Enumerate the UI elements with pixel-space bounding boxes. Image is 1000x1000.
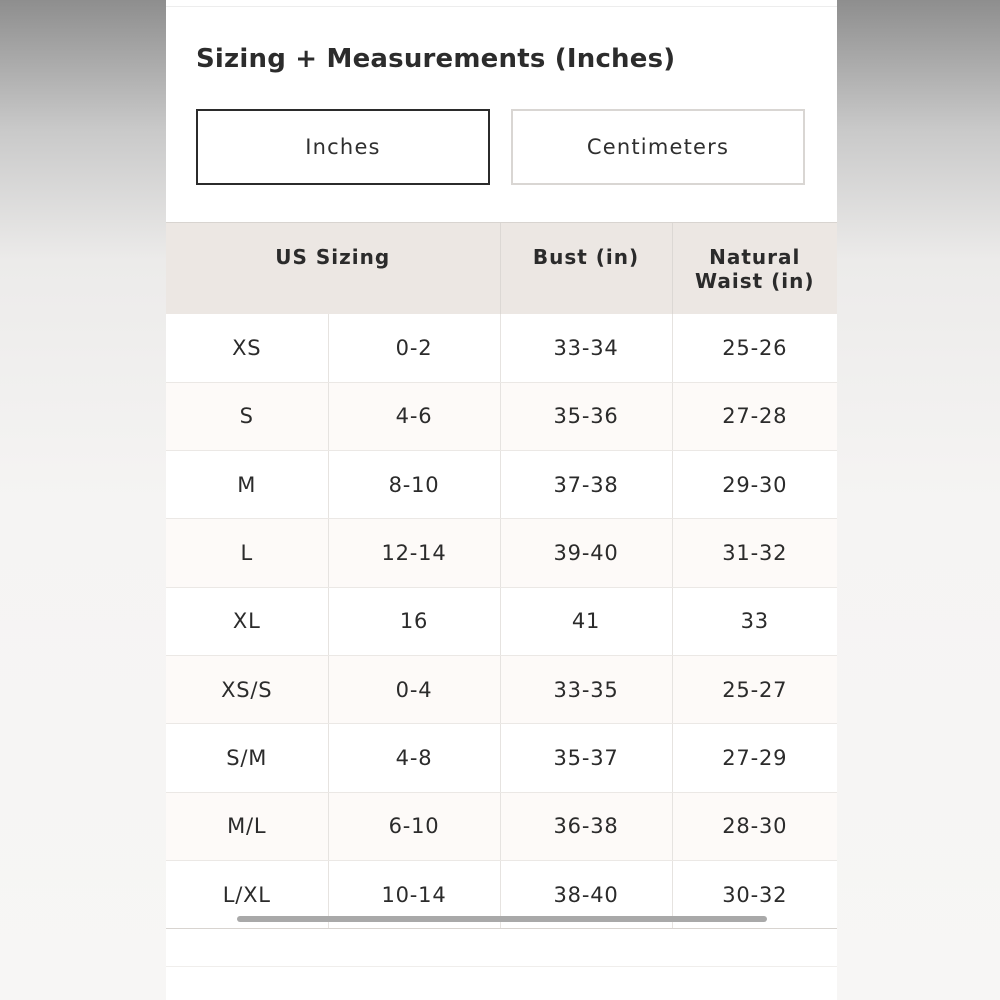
us-size-cell: 16 [328, 587, 500, 655]
bust-cell: 41 [500, 587, 672, 655]
centimeters-button[interactable]: Centimeters [511, 109, 805, 185]
size-cell: L [166, 519, 328, 587]
bottom-divider [166, 966, 837, 967]
table-row [166, 655, 837, 723]
size-cell: XL [166, 587, 328, 655]
table-row [166, 314, 837, 382]
header-bust [500, 223, 672, 314]
background-left [0, 0, 166, 1000]
size-cell: M [166, 451, 328, 519]
size-cell: S [166, 382, 328, 450]
header-natural-waist-line2: Waist (in) [695, 269, 815, 293]
waist-cell: 27-28 [672, 382, 837, 450]
us-size-cell: 0-2 [328, 314, 500, 382]
size-cell: M/L [166, 792, 328, 860]
size-cell: S/M [166, 724, 328, 792]
waist-cell: 27-29 [672, 724, 837, 792]
bust-cell: 38-40 [500, 860, 672, 928]
table-header-row [166, 223, 837, 314]
waist-cell: 25-27 [672, 655, 837, 723]
us-size-cell: 0-4 [328, 655, 500, 723]
waist-cell: 30-32 [722, 882, 788, 907]
bust-cell: 33-34 [500, 314, 672, 382]
size-table [166, 223, 837, 929]
size-cell: XS [166, 314, 328, 382]
table-row [166, 382, 837, 450]
bust-cell: 36-38 [500, 792, 672, 860]
waist-cell: 29-30 [672, 451, 837, 519]
bust-cell: 35-36 [500, 382, 672, 450]
background-right [837, 0, 1000, 1000]
table-row [166, 724, 837, 792]
horizontal-scrollbar[interactable] [237, 916, 767, 922]
waist-cell: 28-30 [672, 792, 837, 860]
waist-cell: 33 [672, 587, 837, 655]
table-body [166, 314, 837, 929]
bust-cell: 39-40 [500, 519, 672, 587]
header-natural-waist-line1: Natural [709, 245, 801, 269]
header-bust-label: Bust (in) [532, 245, 640, 269]
table-header [166, 223, 837, 314]
us-size-cell: 4-8 [328, 724, 500, 792]
size-guide-panel [166, 0, 837, 1000]
waist-cell: 31-32 [672, 519, 837, 587]
bust-cell: 37-38 [500, 451, 672, 519]
header-us-sizing [166, 223, 500, 314]
bust-cell: 33-35 [500, 655, 672, 723]
us-size-cell: 12-14 [328, 519, 500, 587]
waist-cell: 25-26 [672, 314, 837, 382]
header-us-sizing-label: US Sizing [275, 245, 391, 269]
top-divider [166, 6, 837, 7]
table-row [166, 451, 837, 519]
us-size-cell: 8-10 [328, 451, 500, 519]
table-row [166, 519, 837, 587]
us-size-cell: 10-14 [328, 860, 500, 928]
bust-cell: 35-37 [500, 724, 672, 792]
table-row [166, 792, 837, 860]
us-size-cell: 6-10 [328, 792, 500, 860]
us-size-cell: 4-6 [328, 382, 500, 450]
size-cell: L/XL [166, 860, 328, 928]
size-table-container[interactable] [166, 222, 837, 929]
header-natural-waist [672, 223, 837, 314]
size-cell: XS/S [166, 655, 328, 723]
inches-button[interactable]: Inches [196, 109, 490, 185]
table-row [166, 587, 837, 655]
page-title: Sizing + Measurements (Inches) [196, 44, 676, 74]
